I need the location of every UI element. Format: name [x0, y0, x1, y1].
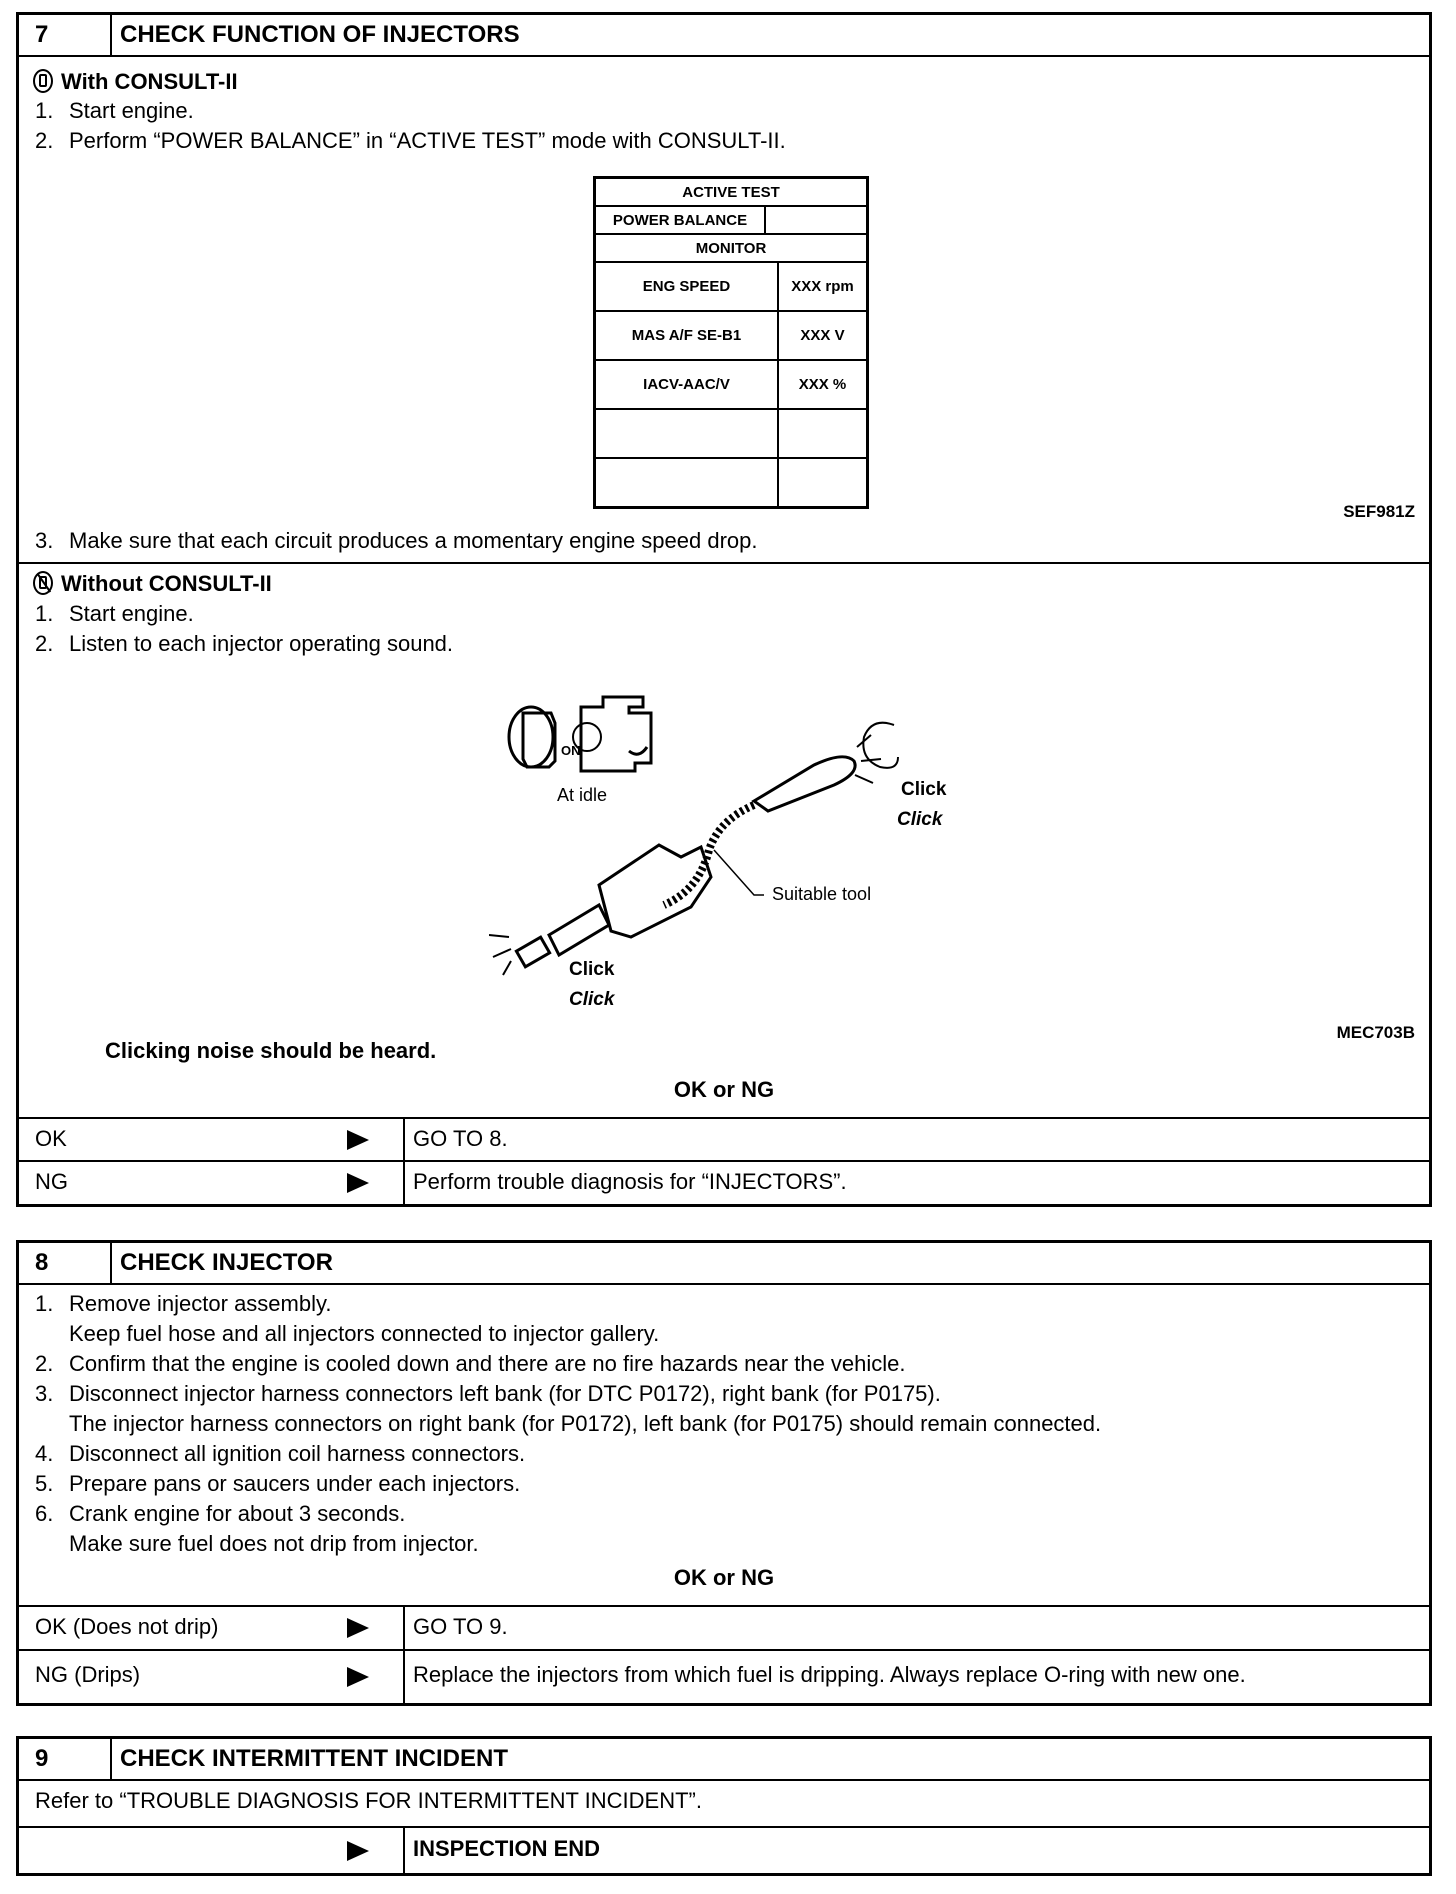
svg-text:Suitable tool: Suitable tool	[772, 884, 872, 904]
without-consult-heading: Without CONSULT-II	[33, 569, 272, 599]
result-row-ok	[19, 1117, 1429, 1160]
step: 3. Disconnect injector harness connectors left bank (for DTC P0172), right bank (for P0175).	[35, 1381, 941, 1406]
svg-text:Click: Click	[897, 809, 943, 830]
section-7	[16, 12, 1432, 1207]
active-test-screen	[593, 176, 869, 509]
monitor-row	[596, 459, 866, 506]
injector-illustration	[489, 685, 989, 1015]
consult-icon	[33, 69, 53, 93]
with-consult-heading: With CONSULT-II	[33, 67, 238, 97]
step: 2. Confirm that the engine is cooled down and there are no fire hazards near the vehicle.	[35, 1351, 906, 1376]
step: 4. Disconnect all ignition coil harness connectors.	[35, 1441, 526, 1466]
svg-text:ON: ON	[561, 743, 581, 758]
section-8	[16, 1240, 1432, 1706]
screen-item: POWER BALANCE	[596, 207, 766, 233]
step: 6. Crank engine for about 3 seconds.	[35, 1501, 406, 1526]
arrow-right-icon	[347, 1130, 369, 1150]
screen-title: ACTIVE TEST	[682, 183, 780, 201]
injector-sound-diagram-icon	[489, 685, 989, 1015]
action-text: INSPECTION END	[413, 1836, 601, 1861]
step: 5. Prepare pans or saucers under each injectors.	[35, 1471, 521, 1496]
result-row-ok	[19, 1605, 1429, 1649]
section-title: CHECK INTERMITTENT INCIDENT	[120, 1745, 508, 1772]
figure-ref: SEF981Z	[1343, 502, 1415, 521]
condition-label: OK	[35, 1126, 67, 1151]
arrow-right-icon	[347, 1841, 369, 1861]
svg-text:Click: Click	[901, 779, 947, 800]
screen-monitor-label: MONITOR	[695, 239, 767, 257]
svg-text:Click: Click	[569, 989, 615, 1010]
action-text: Replace the injectors from which fuel is dripping. Always replace O-ring with new one.	[413, 1662, 1246, 1687]
result-row-ng	[19, 1160, 1429, 1204]
step: 2. Listen to each injector operating sound.	[35, 631, 454, 656]
section-7-header	[19, 15, 1429, 57]
step: Keep fuel hose and all injectors connected to injector gallery.	[69, 1321, 660, 1346]
divider	[19, 562, 1429, 564]
section-body: Refer to “TROUBLE DIAGNOSIS FOR INTERMITTENT INCIDENT”.	[35, 1788, 702, 1813]
action-text: GO TO 9.	[413, 1614, 508, 1639]
no-consult-icon	[33, 571, 53, 595]
monitor-row: ENG SPEED XXX rpm	[596, 263, 866, 312]
svg-text:At idle: At idle	[557, 785, 608, 805]
step: 1. Remove injector assembly.	[35, 1291, 332, 1316]
arrow-right-icon	[347, 1667, 369, 1687]
step: 2. Perform “POWER BALANCE” in “ACTIVE TEST” mode with CONSULT-II.	[35, 128, 786, 153]
step: 3. Make sure that each circuit produces a momentary engine speed drop.	[35, 528, 758, 553]
section-title: CHECK FUNCTION OF INJECTORS	[120, 21, 520, 48]
step: The injector harness connectors on right bank (for P0172), left bank (for P0175) should remain connected.	[69, 1411, 1102, 1436]
monitor-row: IACV-AAC/V XXX %	[596, 361, 866, 410]
section-number: 8	[19, 1243, 112, 1283]
screen-item-value	[766, 207, 866, 233]
note-text: Clicking noise should be heard.	[105, 1038, 437, 1063]
condition-label: OK (Does not drip)	[35, 1614, 219, 1639]
section-9	[16, 1736, 1432, 1876]
svg-text:Click: Click	[569, 959, 615, 980]
figure-ref: MEC703B	[1336, 1023, 1415, 1042]
step: 1. Start engine.	[35, 601, 194, 626]
monitor-row: MAS A/F SE-B1 XXX V	[596, 312, 866, 361]
ok-or-ng-label: OK or NG	[673, 1565, 775, 1590]
step: 1. Start engine.	[35, 98, 194, 123]
section-9-header	[19, 1739, 1429, 1781]
section-number: 9	[19, 1739, 112, 1779]
section-number: 7	[19, 15, 112, 55]
condition-label: NG	[35, 1169, 68, 1194]
action-text: GO TO 8.	[413, 1126, 508, 1151]
section-8-header	[19, 1243, 1429, 1285]
result-row-end	[19, 1826, 1429, 1873]
monitor-row	[596, 410, 866, 459]
arrow-right-icon	[347, 1173, 369, 1193]
section-title: CHECK INJECTOR	[120, 1249, 333, 1276]
condition-label: NG (Drips)	[35, 1662, 141, 1687]
result-row-ng	[19, 1649, 1429, 1703]
arrow-right-icon	[347, 1618, 369, 1638]
step: Make sure fuel does not drip from injector.	[69, 1531, 479, 1556]
action-text: Perform trouble diagnosis for “INJECTORS”.	[413, 1169, 847, 1194]
ok-or-ng-label: OK or NG	[673, 1077, 775, 1102]
